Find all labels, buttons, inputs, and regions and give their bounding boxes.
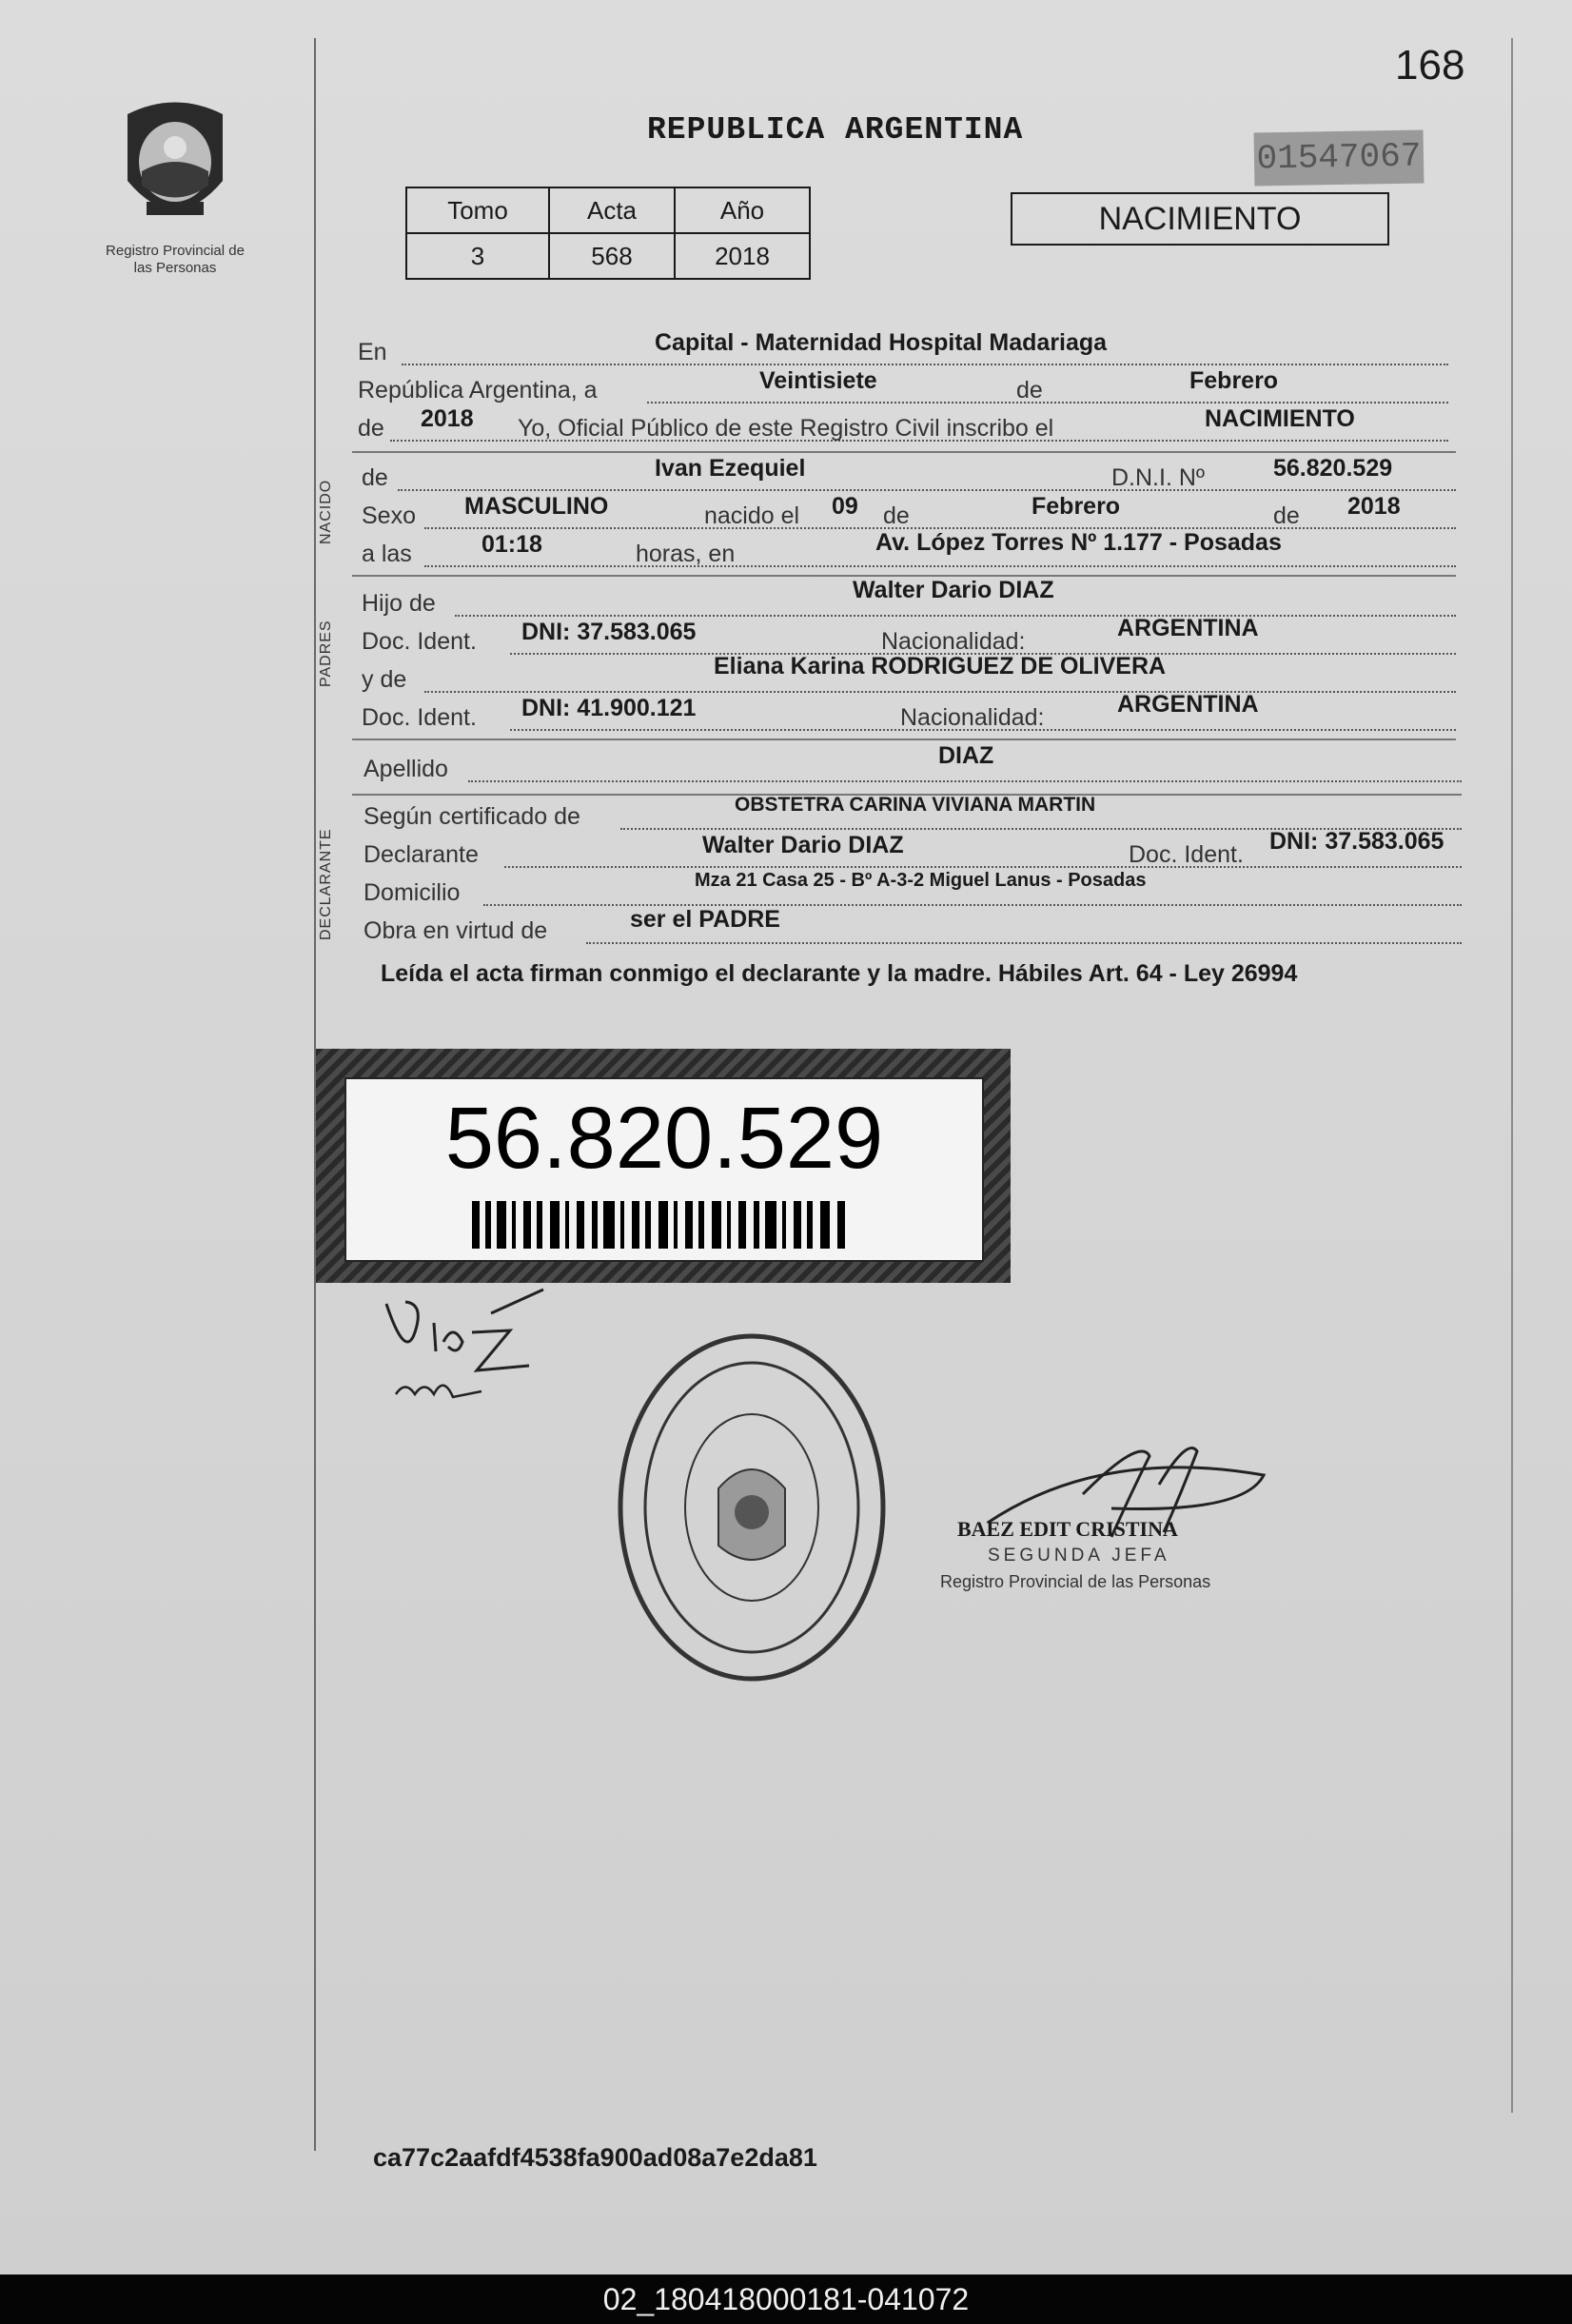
value-tipo: NACIMIENTO xyxy=(1205,405,1355,432)
closing-note: Leída el acta firman conmigo el declarante y la madre. Hábiles Art. 64 - Ley 26994 xyxy=(381,960,1298,987)
label-doc-ident: Doc. Ident. xyxy=(362,628,477,655)
side-label-declarante: DECLARANTE xyxy=(318,828,334,940)
label-horas-en: horas, en xyxy=(636,541,736,567)
footer-id: 02_180418000181-041072 xyxy=(0,2275,1572,2324)
label-yo-oficial: Yo, Oficial Público de este Registro Civil inscribo el xyxy=(518,415,1054,442)
label-doc-ident-declarante: Doc. Ident. xyxy=(1129,841,1244,868)
official-name: BAEZ EDIT CRISTINA xyxy=(957,1517,1178,1541)
label-de-anio: de xyxy=(358,415,384,442)
label-republica: República Argentina, a xyxy=(358,377,598,404)
value-anio: 2018 xyxy=(421,405,474,432)
official-organization: Registro Provincial de las Personas xyxy=(940,1572,1211,1591)
value-padre: Walter Dario DIAZ xyxy=(853,577,1054,603)
declarant-signature xyxy=(377,1285,567,1408)
label-apellido: Apellido xyxy=(364,756,448,782)
value-declarante: Walter Dario DIAZ xyxy=(702,832,904,858)
side-label-nacido: NACIDO xyxy=(318,479,334,544)
value-padre-doc: DNI: 37.583.065 xyxy=(521,619,697,645)
side-label-padres: PADRES xyxy=(318,620,334,687)
document-title: REPUBLICA ARGENTINA xyxy=(647,112,1024,148)
label-obra: Obra en virtud de xyxy=(364,917,548,944)
dotted-line xyxy=(455,615,1456,617)
table-cell: 568 xyxy=(549,233,675,279)
dotted-line xyxy=(424,691,1456,693)
coat-of-arms-icon xyxy=(118,95,232,238)
value-madre-nac: ARGENTINA xyxy=(1117,691,1259,718)
value-declarante-doc: DNI: 37.583.065 xyxy=(1269,828,1444,855)
label-doc-ident-madre: Doc. Ident. xyxy=(362,704,477,731)
document-hash: ca77c2aafdf4538fa900ad08a7e2da81 xyxy=(373,2143,817,2172)
table-header: Año xyxy=(675,187,810,233)
label-sexo: Sexo xyxy=(362,502,416,529)
dotted-line xyxy=(468,780,1462,782)
label-a-las: a las xyxy=(362,541,412,567)
act-type-box: NACIMIENTO xyxy=(1011,192,1389,246)
table-header: Acta xyxy=(549,187,675,233)
label-de: de xyxy=(1016,377,1043,404)
right-margin-line xyxy=(1511,38,1513,2113)
value-lugar: Capital - Maternidad Hospital Madariaga xyxy=(655,329,1108,356)
label-de-anio-nac: de xyxy=(1273,502,1300,529)
label-dni: D.N.I. Nº xyxy=(1111,464,1206,491)
value-domicilio: Mza 21 Casa 25 - Bº A-3-2 Miguel Lanus - Posadas xyxy=(695,870,1147,891)
label-domicilio: Domicilio xyxy=(364,879,461,906)
value-obra: ser el PADRE xyxy=(630,906,780,933)
value-dia: Veintisiete xyxy=(759,367,877,394)
value-sexo: MASCULINO xyxy=(464,493,609,520)
dotted-line xyxy=(504,866,1462,868)
label-segun: Según certificado de xyxy=(364,803,580,830)
section-divider xyxy=(352,739,1456,740)
dotted-line xyxy=(398,489,1456,491)
control-number-stamp: 01547067 xyxy=(1254,129,1425,186)
dni-sticker-label xyxy=(344,1077,984,1262)
label-y-de: y de xyxy=(362,666,407,693)
label-en: En xyxy=(358,339,387,365)
label-de-mes: de xyxy=(883,502,910,529)
table-cell: 3 xyxy=(406,233,549,279)
page-number: 168 xyxy=(1395,42,1465,89)
label-nacionalidad-madre: Nacionalidad: xyxy=(900,704,1045,731)
value-mes-nac: Febrero xyxy=(1032,493,1121,520)
section-divider xyxy=(352,451,1456,453)
value-madre: Eliana Karina RODRIGUEZ DE OLIVERA xyxy=(714,653,1167,679)
dotted-line xyxy=(424,565,1456,567)
value-madre-doc: DNI: 41.900.121 xyxy=(521,695,697,721)
dotted-line xyxy=(586,942,1462,944)
value-dia-nac: 09 xyxy=(832,493,858,520)
value-nombre: Ivan Ezequiel xyxy=(655,455,806,482)
value-padre-nac: ARGENTINA xyxy=(1117,615,1259,641)
label-hijo-de: Hijo de xyxy=(362,590,436,617)
logo-caption: Registro Provincial de las Personas xyxy=(106,243,245,276)
sticker-number: 56.820.529 xyxy=(444,1090,884,1187)
dotted-line xyxy=(647,402,1448,404)
dni-sticker xyxy=(316,1049,1011,1283)
dotted-line xyxy=(402,364,1448,365)
label-declarante: Declarante xyxy=(364,841,479,868)
value-anio-nac: 2018 xyxy=(1347,493,1401,520)
value-certificado: OBSTETRA CARINA VIVIANA MARTIN xyxy=(735,794,1096,816)
value-lugar-nac: Av. López Torres Nº 1.177 - Posadas xyxy=(875,529,1282,556)
official-role: SEGUNDA JEFA xyxy=(988,1546,1170,1566)
barcode-icon xyxy=(472,1201,853,1249)
table-header: Tomo xyxy=(406,187,549,233)
official-seal xyxy=(609,1327,894,1688)
label-nacido-el: nacido el xyxy=(704,502,800,529)
value-mes: Febrero xyxy=(1189,367,1279,394)
registry-logo xyxy=(95,95,255,295)
value-dni: 56.820.529 xyxy=(1273,455,1393,482)
table-cell: 2018 xyxy=(675,233,810,279)
registry-table xyxy=(405,187,811,280)
value-apellido: DIAZ xyxy=(938,742,994,769)
label-de-nombre: de xyxy=(362,464,388,491)
label-nacionalidad: Nacionalidad: xyxy=(881,628,1026,655)
value-hora: 01:18 xyxy=(481,531,542,558)
